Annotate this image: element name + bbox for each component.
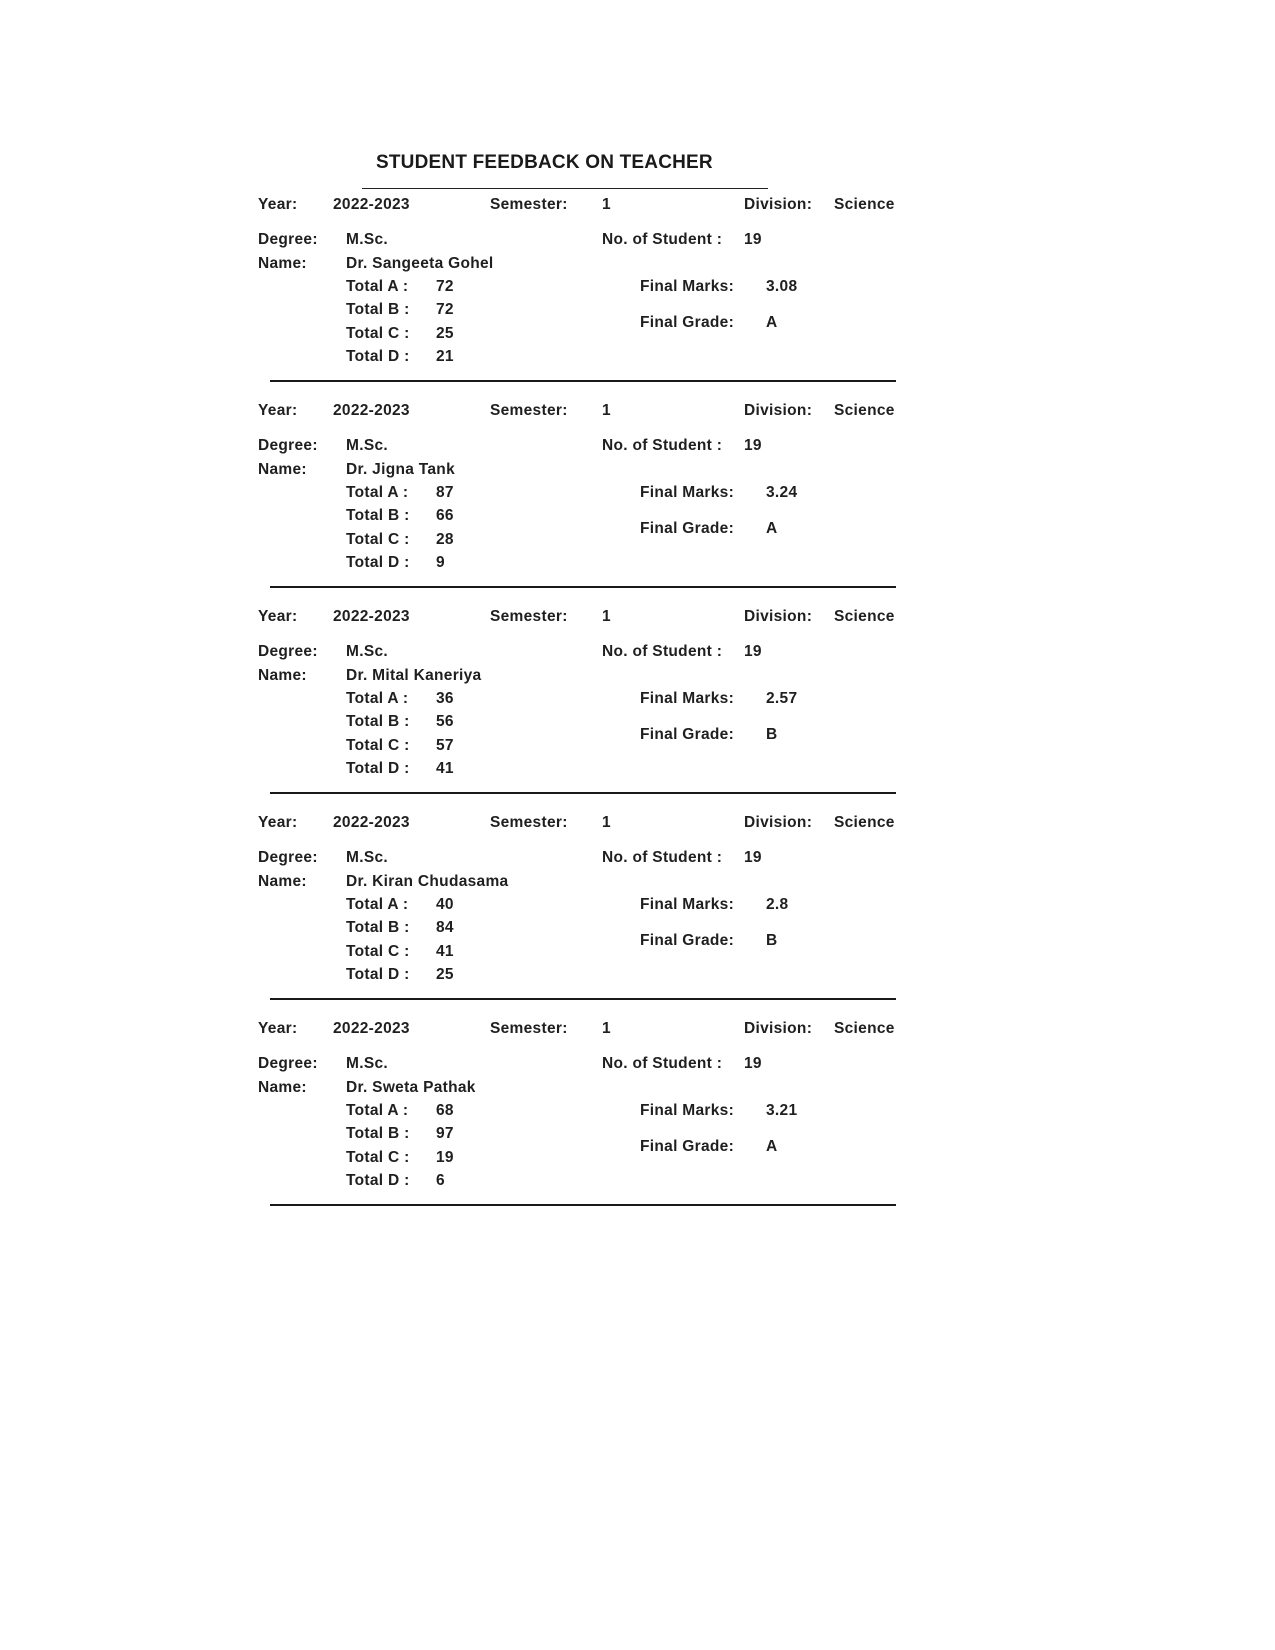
total-b-label: Total B :	[346, 919, 410, 936]
semester-value: 1	[602, 1020, 611, 1037]
total-a-value: 36	[436, 690, 454, 707]
final-grade-label: Final Grade:	[640, 932, 735, 949]
total-c-label: Total C :	[346, 531, 410, 548]
degree-value: M.Sc.	[346, 437, 388, 454]
name-label: Name:	[258, 461, 307, 478]
final-grade-value: A	[766, 314, 778, 331]
degree-label: Degree:	[258, 643, 318, 660]
year-label: Year:	[258, 814, 298, 831]
students-label: No. of Student :	[602, 1055, 723, 1072]
final-grade-value: B	[766, 726, 778, 743]
semester-value: 1	[602, 196, 611, 213]
total-b-value: 84	[436, 919, 454, 936]
students-label: No. of Student :	[602, 643, 723, 660]
division-label: Division:	[744, 402, 813, 419]
final-grade-label: Final Grade:	[640, 726, 735, 743]
division-label: Division:	[744, 608, 813, 625]
total-b-value: 97	[436, 1125, 454, 1142]
record-divider	[270, 1204, 896, 1206]
total-d-label: Total D :	[346, 1172, 410, 1189]
year-value: 2022-2023	[333, 608, 410, 625]
total-a-label: Total A :	[346, 896, 409, 913]
students-value: 19	[744, 1055, 762, 1072]
students-label: No. of Student :	[602, 849, 723, 866]
total-a-value: 40	[436, 896, 454, 913]
name-label: Name:	[258, 873, 307, 890]
total-b-label: Total B :	[346, 507, 410, 524]
teacher-record	[0, 814, 1275, 1020]
division-value: Science	[834, 196, 895, 213]
total-c-label: Total C :	[346, 943, 410, 960]
total-d-label: Total D :	[346, 966, 410, 983]
total-c-label: Total C :	[346, 1149, 410, 1166]
students-value: 19	[744, 643, 762, 660]
semester-label: Semester:	[490, 814, 568, 831]
division-label: Division:	[744, 196, 813, 213]
teacher-name: Dr. Sangeeta Gohel	[346, 255, 494, 272]
total-c-value: 41	[436, 943, 454, 960]
year-value: 2022-2023	[333, 402, 410, 419]
name-label: Name:	[258, 667, 307, 684]
degree-label: Degree:	[258, 849, 318, 866]
final-grade-value: A	[766, 1138, 778, 1155]
final-marks-value: 3.08	[766, 278, 798, 295]
final-marks-label: Final Marks:	[640, 484, 735, 501]
total-a-label: Total A :	[346, 1102, 409, 1119]
final-grade-value: A	[766, 520, 778, 537]
total-d-value: 9	[436, 554, 445, 571]
semester-label: Semester:	[490, 1020, 568, 1037]
teacher-record	[0, 608, 1275, 814]
final-grade-label: Final Grade:	[640, 1138, 735, 1155]
record-divider	[270, 380, 896, 382]
year-label: Year:	[258, 608, 298, 625]
division-value: Science	[834, 814, 895, 831]
total-b-value: 66	[436, 507, 454, 524]
division-label: Division:	[744, 1020, 813, 1037]
total-d-label: Total D :	[346, 554, 410, 571]
semester-value: 1	[602, 402, 611, 419]
name-label: Name:	[258, 255, 307, 272]
name-label: Name:	[258, 1079, 307, 1096]
total-c-label: Total C :	[346, 325, 410, 342]
final-marks-label: Final Marks:	[640, 1102, 735, 1119]
teacher-record	[0, 402, 1275, 608]
record-divider	[270, 792, 896, 794]
semester-value: 1	[602, 814, 611, 831]
final-marks-label: Final Marks:	[640, 690, 735, 707]
year-value: 2022-2023	[333, 814, 410, 831]
total-c-value: 19	[436, 1149, 454, 1166]
final-marks-value: 2.8	[766, 896, 789, 913]
total-d-value: 25	[436, 966, 454, 983]
semester-value: 1	[602, 608, 611, 625]
total-b-value: 56	[436, 713, 454, 730]
total-a-label: Total A :	[346, 484, 409, 501]
students-label: No. of Student :	[602, 231, 723, 248]
year-value: 2022-2023	[333, 1020, 410, 1037]
total-c-value: 25	[436, 325, 454, 342]
students-value: 19	[744, 231, 762, 248]
year-label: Year:	[258, 402, 298, 419]
final-marks-value: 2.57	[766, 690, 798, 707]
year-label: Year:	[258, 1020, 298, 1037]
degree-label: Degree:	[258, 437, 318, 454]
total-d-value: 41	[436, 760, 454, 777]
report-title: STUDENT FEEDBACK ON TEACHER	[376, 152, 713, 173]
final-marks-value: 3.21	[766, 1102, 798, 1119]
students-label: No. of Student :	[602, 437, 723, 454]
final-marks-value: 3.24	[766, 484, 798, 501]
total-a-value: 68	[436, 1102, 454, 1119]
year-label: Year:	[258, 196, 298, 213]
division-label: Division:	[744, 814, 813, 831]
degree-label: Degree:	[258, 231, 318, 248]
total-d-value: 6	[436, 1172, 445, 1189]
total-c-value: 57	[436, 737, 454, 754]
total-a-value: 87	[436, 484, 454, 501]
final-grade-label: Final Grade:	[640, 520, 735, 537]
teacher-record	[0, 196, 1275, 402]
teacher-name: Dr. Jigna Tank	[346, 461, 455, 478]
degree-value: M.Sc.	[346, 849, 388, 866]
year-value: 2022-2023	[333, 196, 410, 213]
total-a-label: Total A :	[346, 690, 409, 707]
total-c-value: 28	[436, 531, 454, 548]
teacher-name: Dr. Kiran Chudasama	[346, 873, 509, 890]
record-divider	[270, 586, 896, 588]
total-b-label: Total B :	[346, 301, 410, 318]
division-value: Science	[834, 402, 895, 419]
total-d-value: 21	[436, 348, 454, 365]
total-c-label: Total C :	[346, 737, 410, 754]
semester-label: Semester:	[490, 196, 568, 213]
division-value: Science	[834, 1020, 895, 1037]
record-divider	[270, 998, 896, 1000]
final-marks-label: Final Marks:	[640, 278, 735, 295]
total-d-label: Total D :	[346, 760, 410, 777]
semester-label: Semester:	[490, 608, 568, 625]
teacher-name: Dr. Sweta Pathak	[346, 1079, 476, 1096]
total-d-label: Total D :	[346, 348, 410, 365]
total-b-value: 72	[436, 301, 454, 318]
total-b-label: Total B :	[346, 1125, 410, 1142]
final-grade-label: Final Grade:	[640, 314, 735, 331]
total-a-value: 72	[436, 278, 454, 295]
total-b-label: Total B :	[346, 713, 410, 730]
teacher-name: Dr. Mital Kaneriya	[346, 667, 482, 684]
total-a-label: Total A :	[346, 278, 409, 295]
final-grade-value: B	[766, 932, 778, 949]
degree-value: M.Sc.	[346, 231, 388, 248]
students-value: 19	[744, 849, 762, 866]
teacher-record	[0, 1020, 1275, 1226]
final-marks-label: Final Marks:	[640, 896, 735, 913]
degree-value: M.Sc.	[346, 1055, 388, 1072]
degree-label: Degree:	[258, 1055, 318, 1072]
students-value: 19	[744, 437, 762, 454]
semester-label: Semester:	[490, 402, 568, 419]
division-value: Science	[834, 608, 895, 625]
degree-value: M.Sc.	[346, 643, 388, 660]
